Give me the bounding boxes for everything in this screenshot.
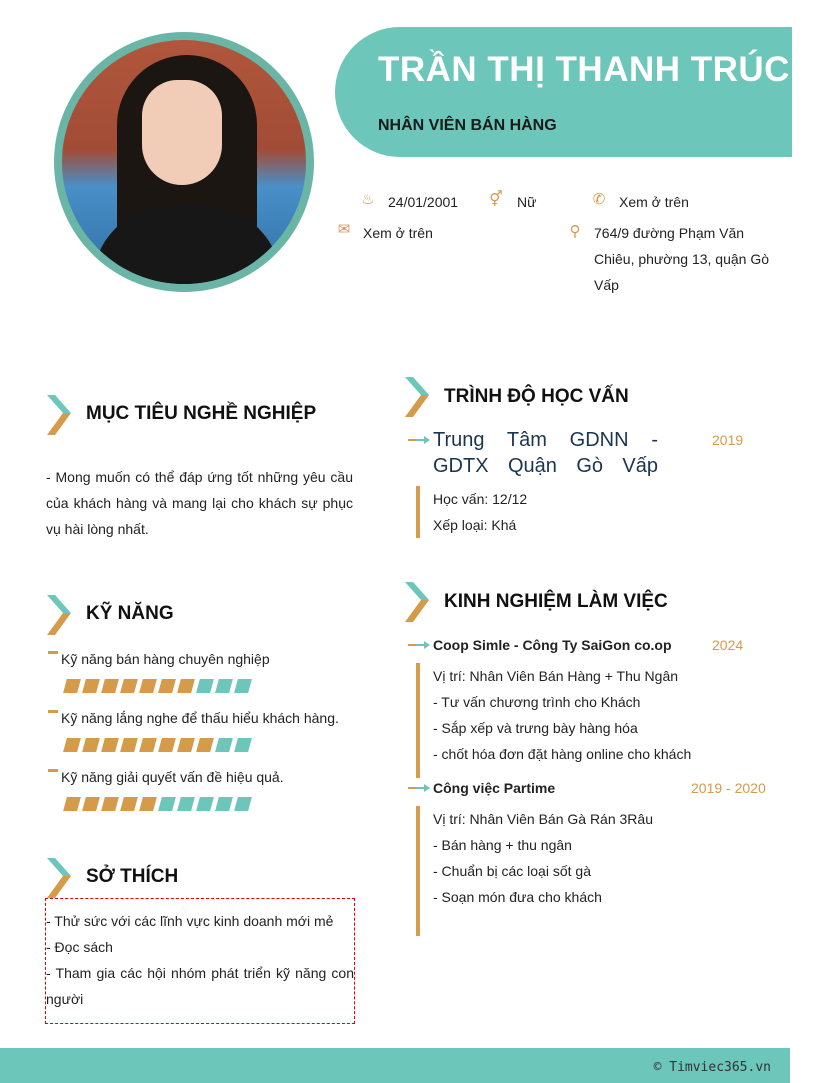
hobby-item: - Đọc sách xyxy=(46,939,113,955)
birthday-cake-icon: ♨ xyxy=(361,191,375,208)
phone-icon: ✆ xyxy=(592,191,606,208)
gender: Nữ xyxy=(517,194,537,210)
job-detail: Vị trí: Nhân Viên Bán Hàng + Thu Ngân xyxy=(433,668,679,684)
job-detail: - chốt hóa đơn đặt hàng online cho khách xyxy=(433,746,692,762)
skill-level-segment xyxy=(196,679,214,693)
skill-level-segment xyxy=(63,679,81,693)
skill-level-segment xyxy=(63,738,81,752)
copyright: © Timviec365.vn xyxy=(653,1060,771,1075)
phone: Xem ở trên xyxy=(619,194,689,210)
skill-level-bar xyxy=(65,738,250,752)
map-location-icon: ⚲ xyxy=(569,223,581,240)
dash-icon xyxy=(48,651,58,654)
timeline-bar xyxy=(416,806,420,936)
skill-level-segment xyxy=(177,679,195,693)
hobby-item: - Thử sức với các lĩnh vực kinh doanh mới mẻ xyxy=(46,913,334,929)
job-detail: Vị trí: Nhân Viên Bán Gà Rán 3Râu xyxy=(433,811,653,827)
skill-level-segment xyxy=(63,797,81,811)
skill-level-segment xyxy=(215,738,233,752)
section-chevron-icon xyxy=(405,377,431,417)
skill-level-segment xyxy=(234,738,252,752)
skill-level-segment xyxy=(215,797,233,811)
skill-level-segment xyxy=(234,679,252,693)
section-chevron-icon xyxy=(47,858,73,898)
job-detail: - Soạn món đưa cho khách xyxy=(433,889,602,905)
arrow-right-icon xyxy=(408,435,430,445)
skills-list xyxy=(48,647,348,824)
skill-level-segment xyxy=(177,797,195,811)
education-detail: Học vấn: 12/12 xyxy=(433,491,528,507)
dash-icon xyxy=(48,710,58,713)
skill-level-segment xyxy=(177,738,195,752)
job-year: 2024 xyxy=(712,637,744,653)
job-year: 2019 - 2020 xyxy=(691,780,766,796)
skill-level-bar xyxy=(65,797,250,811)
candidate-name: TRẦN THỊ THANH TRÚC xyxy=(378,50,790,89)
education-detail: Xếp loại: Khá xyxy=(433,517,517,533)
skill-item xyxy=(48,765,348,824)
gender-icon: ⚥ xyxy=(489,191,503,208)
section-chevron-icon xyxy=(405,582,431,622)
section-chevron-icon xyxy=(47,595,73,635)
education-year: 2019 xyxy=(712,432,744,448)
skill-level-segment xyxy=(158,738,176,752)
education-school: Trung Tâm GDNN - GDTX Quận Gò Vấp xyxy=(433,429,658,477)
skill-level-segment xyxy=(158,679,176,693)
skill-level-segment xyxy=(82,797,100,811)
skill-label: Kỹ năng bán hàng chuyên nghiệp xyxy=(61,651,270,667)
job-company: Coop Simle - Công Ty SaiGon co.op xyxy=(433,637,672,653)
skill-level-segment xyxy=(82,679,100,693)
job-title: NHÂN VIÊN BÁN HÀNG xyxy=(378,117,557,134)
arrow-right-icon xyxy=(408,783,430,793)
skill-level-segment xyxy=(82,738,100,752)
job-detail: - Tư vấn chương trình cho Khách xyxy=(433,694,641,710)
skill-level-segment xyxy=(139,679,157,693)
skill-level-segment xyxy=(120,797,138,811)
job-detail: - Bán hàng + thu ngân xyxy=(433,837,572,853)
skill-level-segment xyxy=(120,738,138,752)
job-company: Công việc Partime xyxy=(433,780,556,796)
job-detail: - Sắp xếp và trưng bày hàng hóa xyxy=(433,720,638,736)
skill-level-bar xyxy=(65,679,250,693)
hobbies-box xyxy=(45,898,355,1024)
skill-level-segment xyxy=(101,738,119,752)
skill-level-segment xyxy=(196,738,214,752)
birthday: 24/01/2001 xyxy=(388,194,459,210)
skill-level-segment xyxy=(139,797,157,811)
skill-label: Kỹ năng lắng nghe để thấu hiểu khách hàng. xyxy=(61,710,339,726)
skill-level-segment xyxy=(196,797,214,811)
timeline-bar xyxy=(416,663,420,778)
hobbies-title: SỞ THÍCH xyxy=(86,866,179,887)
arrow-right-icon xyxy=(408,640,430,650)
skill-level-segment xyxy=(101,679,119,693)
skill-label: Kỹ năng giải quyết vấn đề hiệu quả. xyxy=(61,769,284,785)
email: Xem ở trên xyxy=(363,225,433,241)
education-title: TRÌNH ĐỘ HỌC VẤN xyxy=(444,386,629,407)
address: 764/9 đường Phạm Văn Chiêu, phường 13, quận Gò Vấp xyxy=(594,225,770,293)
dash-icon xyxy=(48,769,58,772)
skill-item xyxy=(48,706,348,765)
skill-level-segment xyxy=(120,679,138,693)
timeline-bar xyxy=(416,486,420,538)
skills-title: KỸ NĂNG xyxy=(86,603,174,624)
skill-level-segment xyxy=(234,797,252,811)
skill-level-segment xyxy=(215,679,233,693)
objective-title: MỤC TIÊU NGHỀ NGHIỆP xyxy=(86,403,317,424)
skill-item xyxy=(48,647,348,706)
job-detail: - Chuẩn bị các loại sốt gà xyxy=(433,863,591,879)
section-chevron-icon xyxy=(47,395,73,435)
experience-title: KINH NGHIỆM LÀM VIỆC xyxy=(444,591,668,612)
skill-level-segment xyxy=(158,797,176,811)
profile-photo xyxy=(54,32,314,292)
objective-text: - Mong muốn có thể đáp ứng tốt những yêu cầu của khách hàng và mang lại cho khách sự phục vụ hài lòng nhất. xyxy=(46,469,353,537)
header-banner xyxy=(335,27,792,157)
email-icon: ✉ xyxy=(337,221,351,238)
hobby-item: - Tham gia các hội nhóm phát triển kỹ năng con người xyxy=(46,965,354,1007)
skill-level-segment xyxy=(139,738,157,752)
skill-level-segment xyxy=(101,797,119,811)
